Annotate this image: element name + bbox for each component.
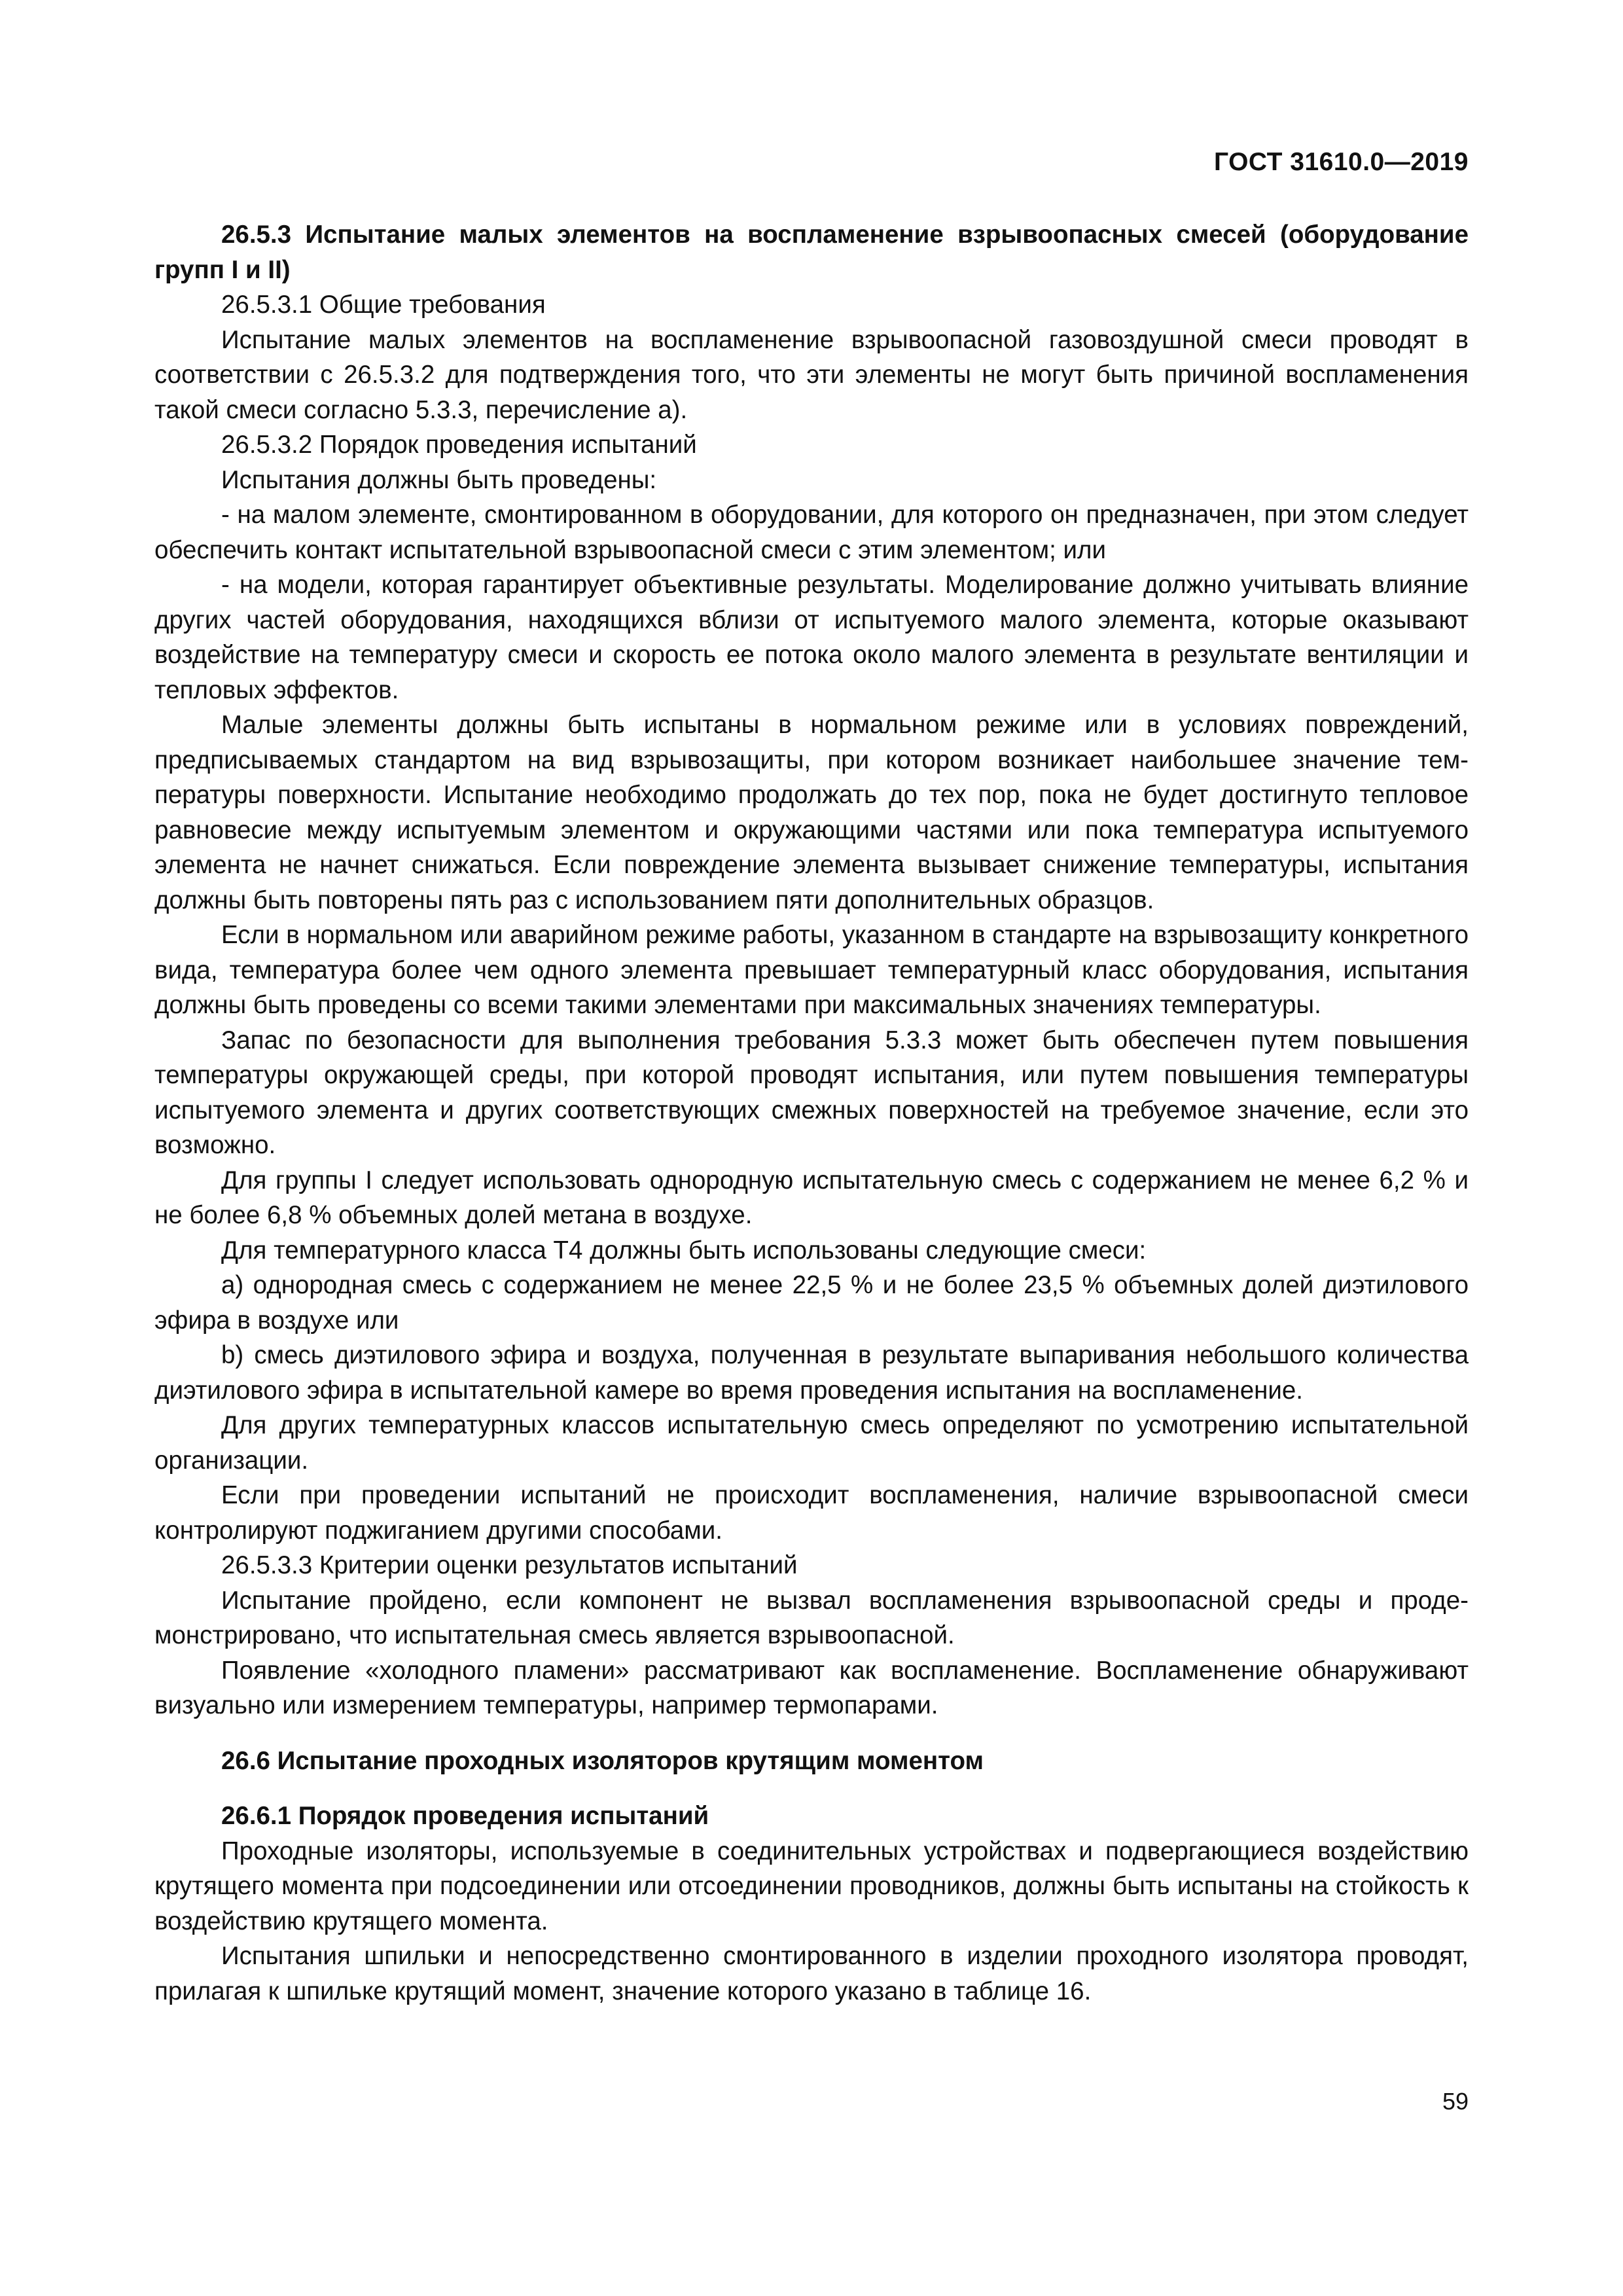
paragraph: Малые элементы должны быть испытаны в нормальном режиме или в условиях повреждений, предписываемых стандартом на вид взрывозащиты, при котором возникает наибольшее значение температуры поверхности. Испытание необходимо продолжать до тех пор, пока не будет достигнуто тепловое равновесие между испытуемым элементом и окружающими частями или пока температура испытуемого элемента не начнет снижаться. Если повреждение элемента вызывает снижение температуры, испытания должны быть повторены пять раз с использованием пяти дополнительных образцов. xyxy=(154,711,1469,914)
list-item: - на малом элементе, смонтированном в оборудовании, для которого он предназначен, при этом следует обеспечить контакт испытательной взрывоопасной смеси с этим элементом; или xyxy=(154,501,1469,564)
list-item: - на модели, которая гарантирует объективные результаты. Моделирование должно учитывать влияние других частей оборудования, находящихся вблизи от испытуемого малого элемента, которые оказывают воздействие на температуру смеси и скорость ее потока около малого элемента в результате вентиляции и тепловых эффектов. xyxy=(154,571,1469,704)
standard-code-header: ГОСТ 31610.0—2019 xyxy=(1213,148,1469,176)
paragraph: Для температурного класса Т4 должны быть использованы следующие смеси: xyxy=(221,1236,1147,1265)
paragraph: Для других температурных классов испытательную смесь определяют по усмотрению испытательной организации. xyxy=(154,1411,1469,1475)
paragraph: Испытание малых элементов на воспламенение взрывоопасной газовоздушной смеси проводят в соответствии с 26.5.3.2 для подтверждения того, что эти элементы не могут быть причиной воспламенения такой смеси согласно 5.3.3, перечисление а). xyxy=(154,325,1469,424)
paragraph: Испытания должны быть проведены: xyxy=(221,465,657,494)
paragraph: Если в нормальном или аварийном режиме работы, указанном в стандарте на взрывозащиту конкретного вида, температура более чем одного элемента превышает температурный класс оборудования, испытания должны быть проведены со всеми такими элементами при максимальных значениях температуры. xyxy=(154,921,1469,1019)
subclause-title-26-5-3-2: 26.5.3.2 Порядок проведения испытаний xyxy=(221,431,697,459)
paragraph: Испытание пройдено, если компонент не вызвал воспламенения взрывоопасной среды и продемонстрировано, что испытательная смесь является взрывоопасной. xyxy=(154,1586,1469,1649)
paragraph: Проходные изоляторы, используемые в соединительных устройствах и подвергающиеся воздействию крутящего момента при подсоединении или отсоединении проводников, должны быть испытаны на стойкость к воздействию крутящего момента. xyxy=(154,1837,1469,1935)
section-heading-26-6: 26.6 Испытание проходных изоляторов крутящим моментом xyxy=(221,1746,984,1775)
list-item: b) смесь диэтилового эфира и воздуха, полученная в результате выпаривания небольшого количества диэтилового эфира в испытательной камере во время проведения испытания на воспламенение. xyxy=(154,1341,1469,1405)
clause-heading-26-6-1: 26.6.1 Порядок проведения испытаний xyxy=(221,1802,709,1830)
paragraph: Испытания шпильки и непосредственно смонтированного в изделии проходного изолятора проводят, прилагая к шпильке крутящий момент, значение которого указано в таблице 16. xyxy=(154,1942,1469,2005)
subclause-title-26-5-3-1: 26.5.3.1 Общие требования xyxy=(221,291,546,319)
paragraph: Появление «холодного пламени» рассматривают как воспламенение. Воспламенение обнаруживают визуально или измерением температуры, например термопарами. xyxy=(154,1656,1469,1719)
page-number: 59 xyxy=(1442,2088,1469,2115)
paragraph: Если при проведении испытаний не происходит воспламенения, наличие взрывоопасной смеси контролируют поджиганием другими способами. xyxy=(154,1481,1469,1545)
list-item: а) однородная смесь с содержанием не менее 22,5 % и не более 23,5 % объемных долей диэтилового эфира в воздухе или xyxy=(154,1271,1469,1335)
paragraph: Для группы I следует использовать однородную испытательную смесь с содержанием не менее 6,2 % и не более 6,8 % объемных долей метана в воздухе. xyxy=(154,1166,1469,1229)
paragraph: Запас по безопасности для выполнения требования 5.3.3 может быть обеспечен путем повышения температуры окружающей среды, при которой проводят испытания, или путем повышения температуры испытуемого элемента и других соответствующих смежных поверхностей на требуемое значение, если это возможно. xyxy=(154,1026,1469,1159)
document-body xyxy=(154,217,1469,2009)
subclause-title-26-5-3-3: 26.5.3.3 Критерии оценки результатов испытаний xyxy=(221,1551,798,1579)
clause-heading-26-5-3: 26.5.3 Испытание малых элементов на воспламенение взрывоопасных смесей (оборудование групп I и II) xyxy=(154,221,1469,284)
